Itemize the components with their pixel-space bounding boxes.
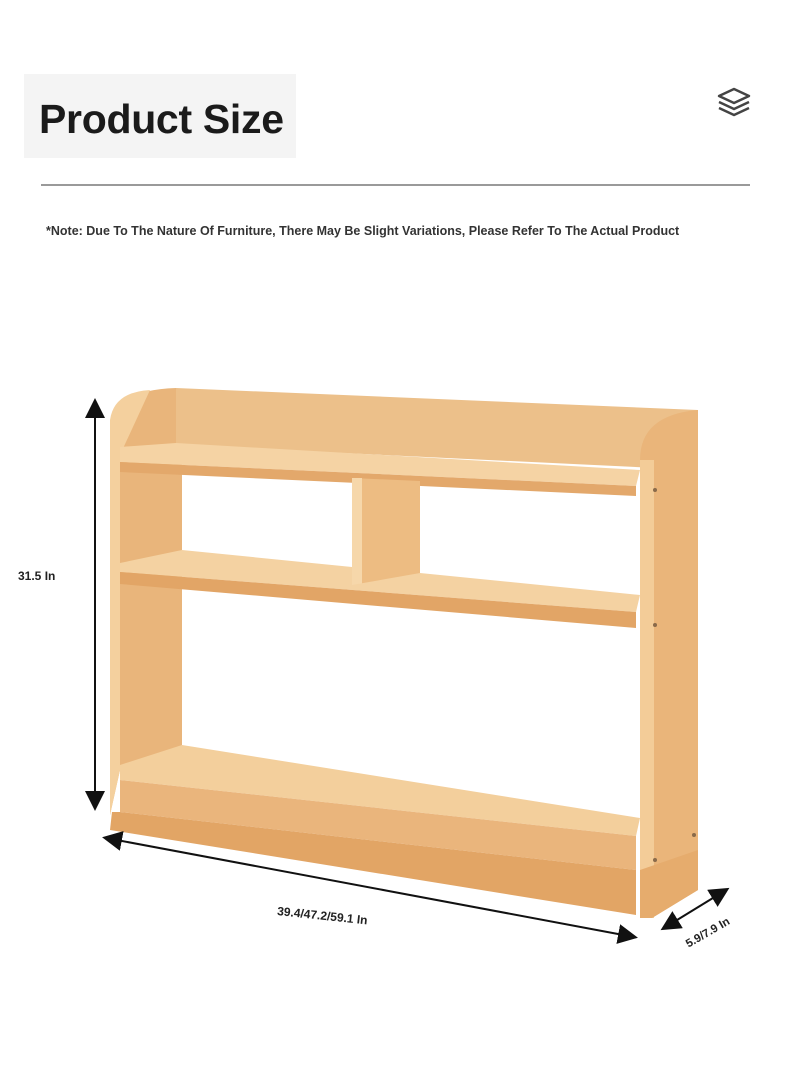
page-title: Product Size <box>39 96 284 142</box>
width-label: 39.4/47.2/59.1 In <box>276 904 369 928</box>
height-label: 31.5 In <box>18 569 56 583</box>
bottom-shelf <box>110 745 698 918</box>
center-divider <box>352 478 420 585</box>
depth-label: 5.9/7.9 In <box>684 915 733 951</box>
disclaimer-note: *Note: Due To The Nature Of Furniture, There May Be Slight Variations, Please Refer To The Actual Product <box>46 224 680 238</box>
shelf-right-side <box>640 410 698 918</box>
